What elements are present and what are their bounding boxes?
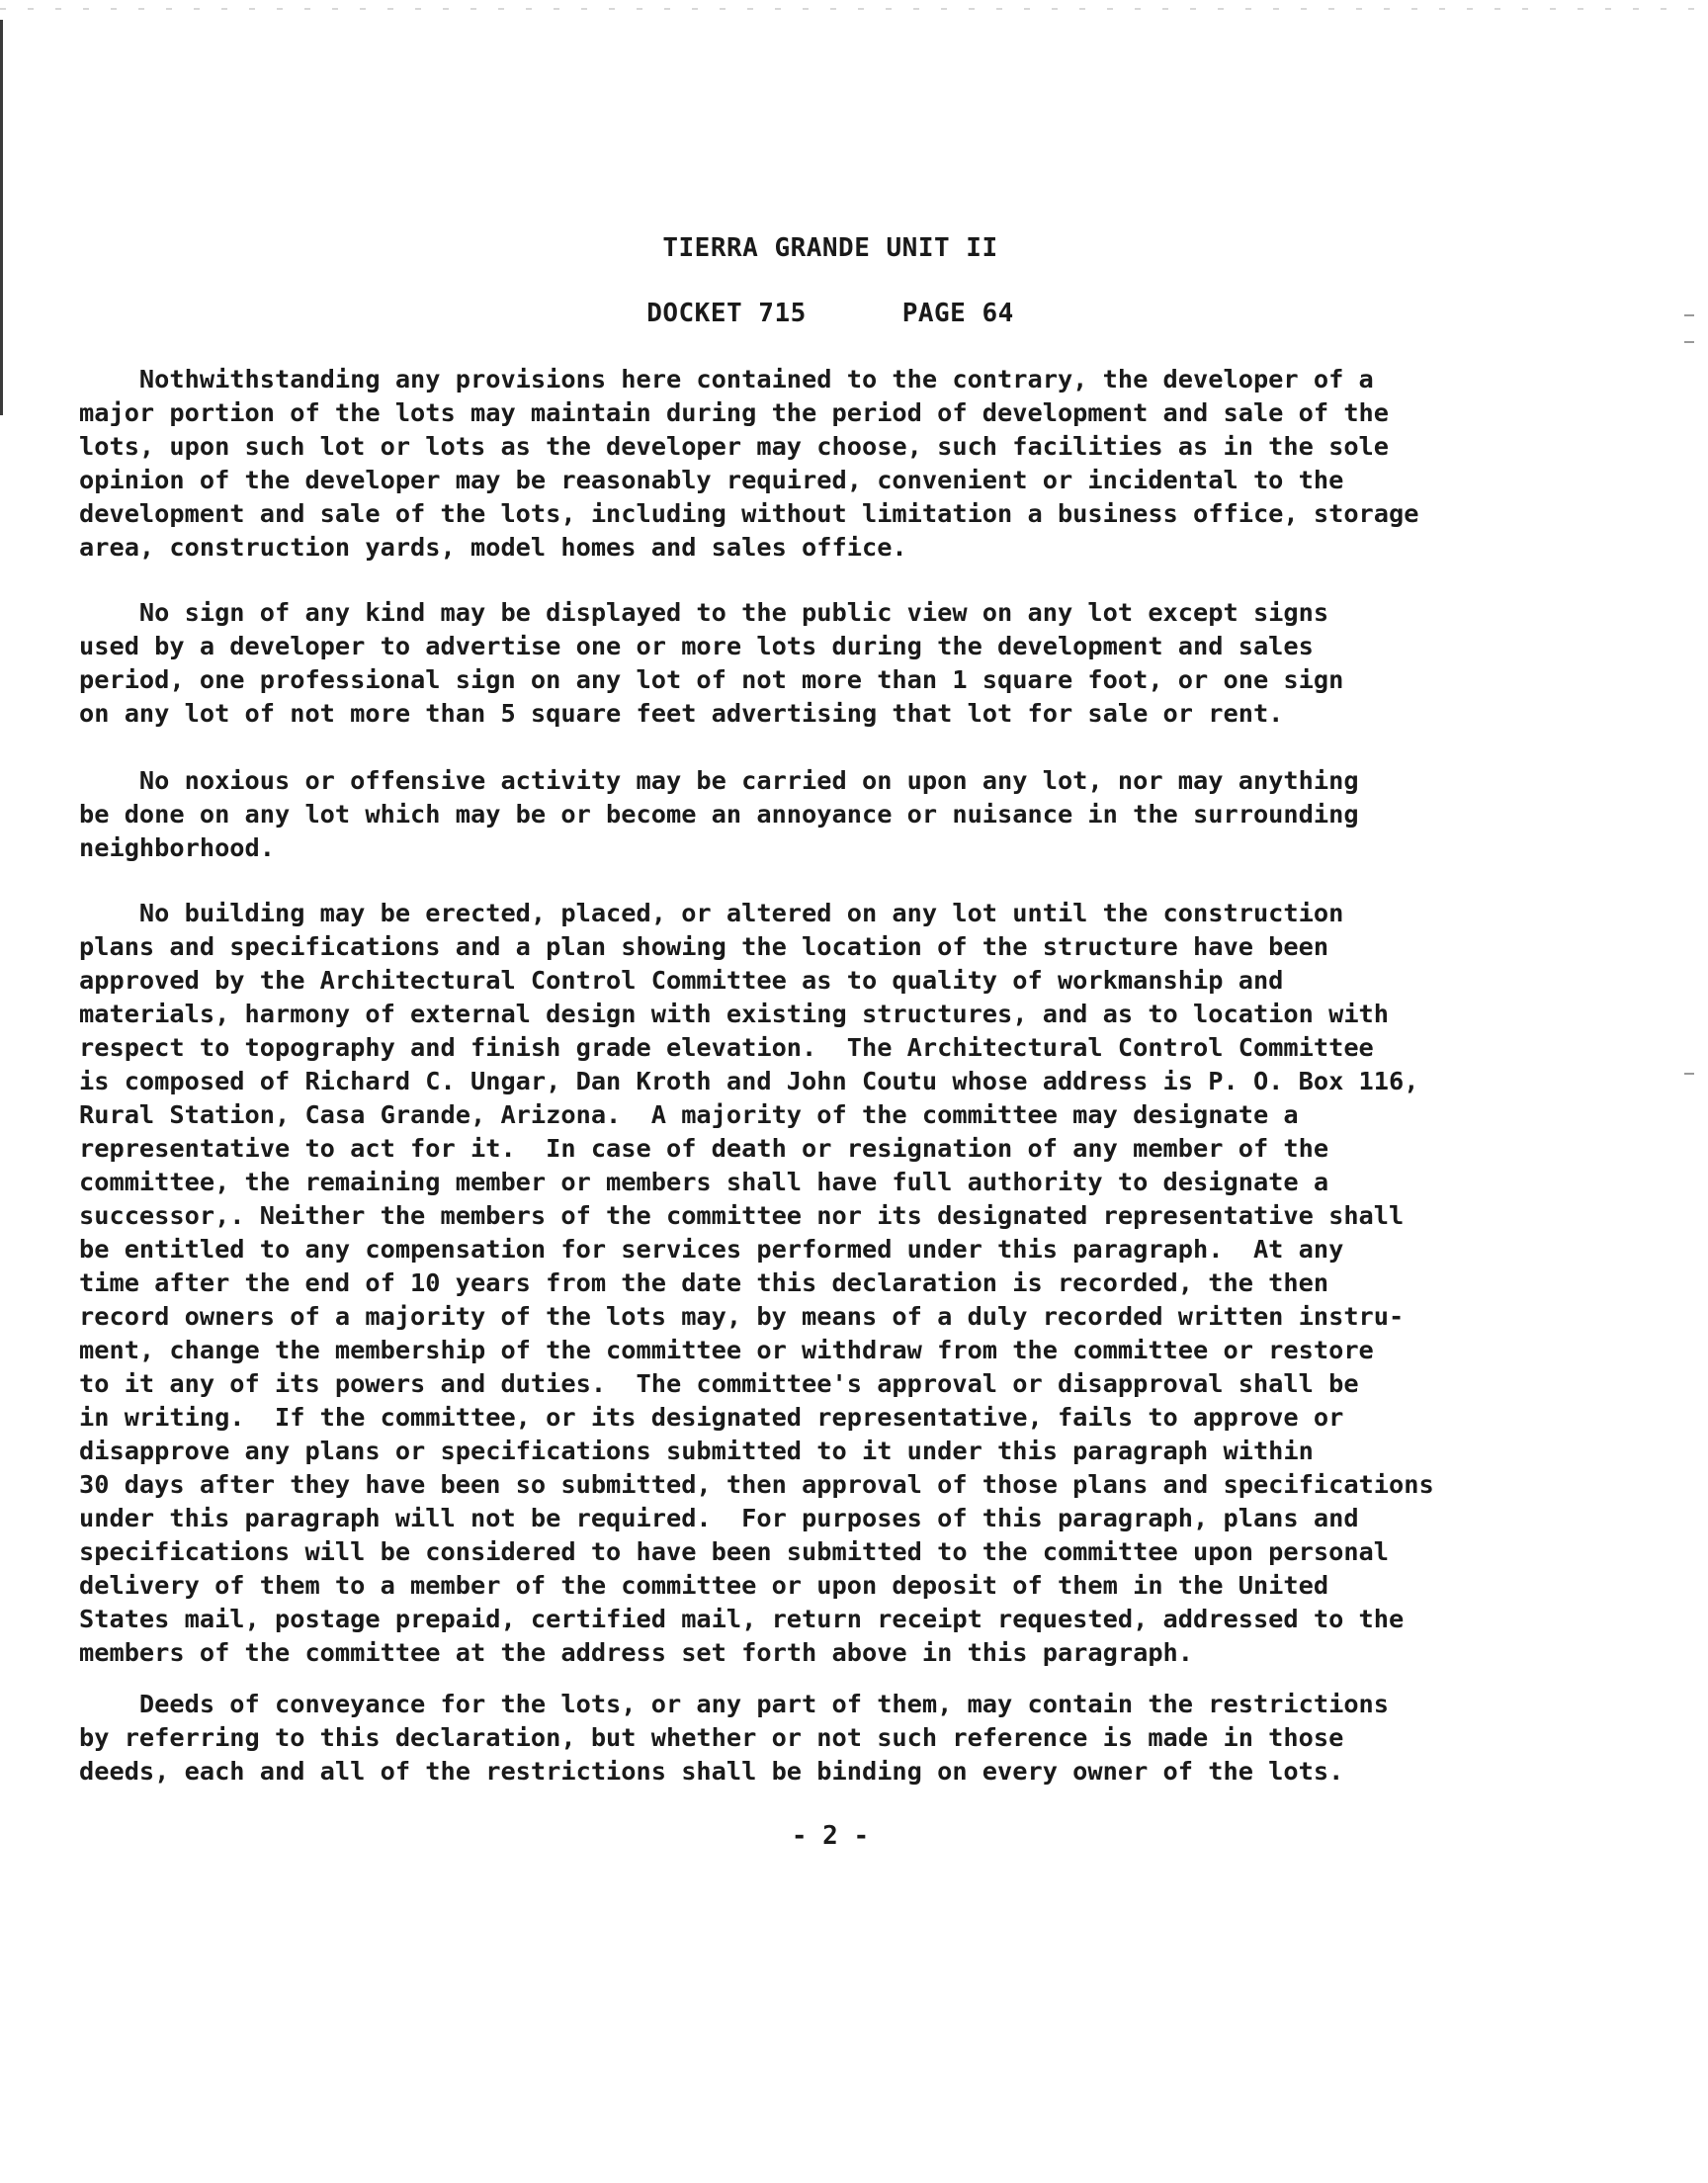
scan-artifact-top (0, 8, 1708, 10)
paragraph-deeds-of-conveyance (79, 1688, 1581, 1789)
text-line: is composed of Richard C. Ungar, Dan Kroth and John Coutu whose address is P. O. Box 116, (79, 1067, 1419, 1095)
paragraph-developer-facilities (79, 363, 1581, 565)
docket-page-line (79, 299, 1581, 328)
text-line: used by a developer to advertise one or more lots during the development and sales (79, 632, 1314, 660)
text-line: lots, upon such lot or lots as the developer may choose, such facilities as in the sole (79, 432, 1390, 461)
text-line: No noxious or offensive activity may be carried on upon any lot, nor may anything (79, 766, 1359, 795)
text-line: by referring to this declaration, but whether or not such reference is made in those (79, 1723, 1344, 1752)
text-line: area, construction yards, model homes and sales office. (79, 533, 907, 562)
text-line: No building may be erected, placed, or altered on any lot until the construction (79, 899, 1344, 927)
text-line: 30 days after they have been so submitted, then approval of those plans and specifications (79, 1470, 1434, 1499)
text-line: members of the committee at the address set forth above in this paragraph. (79, 1638, 1194, 1667)
scan-artifact-right-mark (1684, 341, 1694, 343)
paragraph-noxious-activity (79, 764, 1581, 865)
text-line: disapprove any plans or specifications submitted to it under this paragraph within (79, 1437, 1314, 1465)
text-line: Nothwithstanding any provisions here contained to the contrary, the developer of a (79, 365, 1374, 393)
text-line: on any lot of not more than 5 square feet advertising that lot for sale or rent. (79, 699, 1284, 728)
text-line: Deeds of conveyance for the lots, or any part of them, may contain the restrictions (79, 1690, 1390, 1718)
scan-artifact-right-mark (1684, 314, 1694, 316)
text-line: ment, change the membership of the committee or withdraw from the committee or restore (79, 1336, 1374, 1364)
text-line: period, one professional sign on any lot of not more than 1 square foot, or one sign (79, 665, 1344, 694)
docket-number: DOCKET 715 (646, 299, 807, 328)
text-line: Rural Station, Casa Grande, Arizona. A majority of the committee may designate a (79, 1100, 1299, 1129)
text-line: No sign of any kind may be displayed to the public view on any lot except signs (79, 598, 1329, 627)
text-line: neighborhood. (79, 833, 275, 862)
text-line: respect to topography and finish grade elevation. The Architectural Control Committee (79, 1033, 1374, 1062)
text-line: under this paragraph will not be required. For purposes of this paragraph, plans and (79, 1504, 1359, 1532)
text-line: be entitled to any compensation for services performed under this paragraph. At any (79, 1235, 1344, 1264)
text-line: record owners of a majority of the lots may, by means of a duly recorded written instru- (79, 1302, 1405, 1331)
scan-artifact-left-edge (0, 20, 3, 415)
text-line: representative to act for it. In case of death or resignation of any member of the (79, 1134, 1329, 1163)
scan-artifact-right-mark (1684, 1073, 1694, 1075)
text-line: successor,. Neither the members of the committee nor its designated representative shall (79, 1201, 1405, 1230)
text-line: to it any of its powers and duties. The committee's approval or disapproval shall be (79, 1369, 1359, 1398)
text-line: development and sale of the lots, including without limitation a business office, storage (79, 499, 1419, 528)
text-line: delivery of them to a member of the committee or upon deposit of them in the United (79, 1571, 1329, 1600)
page-number: - 2 - (791, 1821, 870, 1851)
page-reference: PAGE 64 (901, 299, 1014, 328)
text-line: in writing. If the committee, or its designated representative, fails to approve or (79, 1403, 1344, 1432)
document-title: TIERRA GRANDE UNIT II (662, 233, 998, 263)
text-line: plans and specifications and a plan showing the location of the structure have been (79, 932, 1329, 961)
text-line: committee, the remaining member or members shall have full authority to designate a (79, 1168, 1329, 1196)
paragraph-architectural-control (79, 897, 1581, 1670)
text-line: be done on any lot which may be or become an annoyance or nuisance in the surrounding (79, 800, 1359, 829)
text-line: States mail, postage prepaid, certified mail, return receipt requested, addressed to the (79, 1605, 1405, 1633)
text-line: opinion of the developer may be reasonably required, convenient or incidental to the (79, 466, 1344, 494)
text-line: specifications will be considered to have been submitted to the committee upon personal (79, 1537, 1390, 1566)
text-line: time after the end of 10 years from the date this declaration is recorded, the then (79, 1268, 1329, 1297)
text-line: deeds, each and all of the restrictions shall be binding on every owner of the lots. (79, 1757, 1344, 1786)
text-line: materials, harmony of external design with existing structures, and as to location with (79, 1000, 1390, 1028)
text-line: major portion of the lots may maintain during the period of development and sale of the (79, 398, 1390, 427)
text-line: approved by the Architectural Control Committee as to quality of workmanship and (79, 966, 1284, 995)
paragraph-signs (79, 596, 1581, 731)
